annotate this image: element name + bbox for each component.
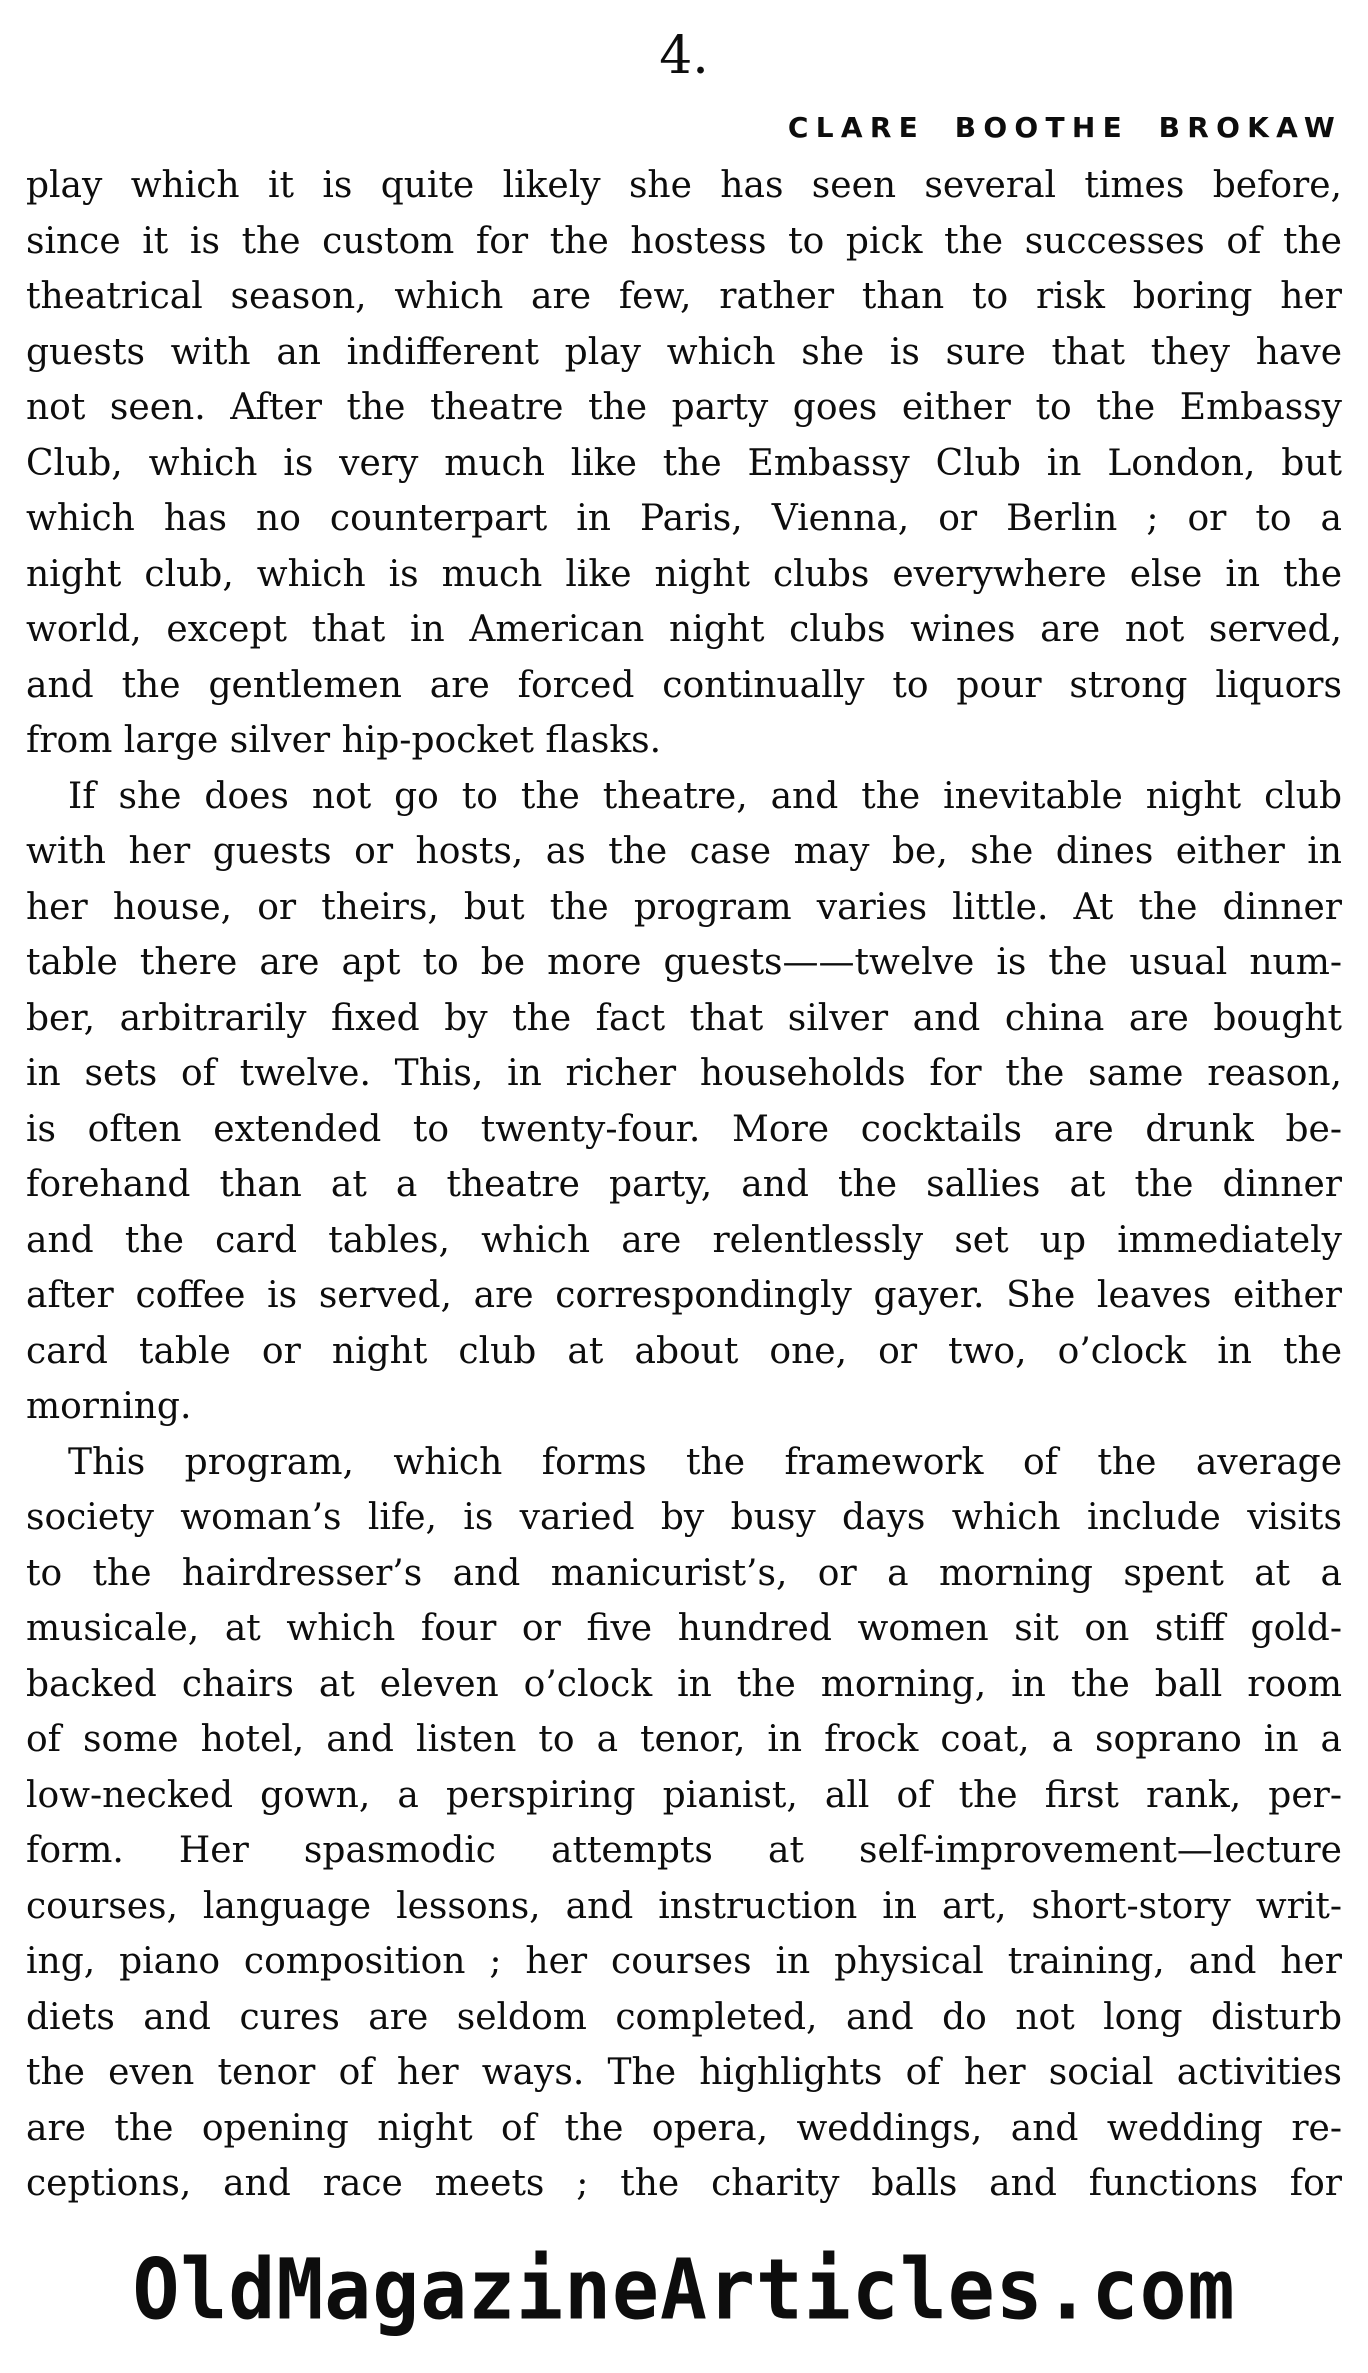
text-line: ber, arbitrarily fixed by the fact that silver and china are bought [26,997,1342,1039]
text-line: society woman’s life, is varied by busy days which include visits [26,1497,1342,1539]
text-line: morning. [26,1386,192,1428]
text-line: If she does not go to the theatre, and the inevitable night club [68,775,1342,817]
text-line: the even tenor of her ways. The highlights of her social activities [26,2052,1342,2094]
text-line: which has no counterpart in Paris, Vienna, or Berlin ; or to a [26,498,1342,540]
text-line: form. Her spasmodic attempts at self-improvement—lecture [26,1830,1342,1872]
text-line: her house, or theirs, but the program varies little. At the dinner [26,886,1342,928]
text-line: and the gentlemen are forced continually to pour strong liquors [26,664,1342,706]
text-line: courses, language lessons, and instruction in art, short-story writ- [26,1885,1342,1927]
text-line: musicale, at which four or five hundred women sit on stiff gold- [26,1608,1342,1650]
text-line: theatrical season, which are few, rather than to risk boring her [26,276,1342,318]
text-line: world, except that in American night clubs wines are not served, [26,609,1342,651]
page-number: 4. [659,26,709,86]
text-line: night club, which is much like night clubs everywhere else in the [26,553,1342,595]
text-line: ceptions, and race meets ; the charity balls and functions for [26,2163,1342,2205]
text-line: and the card tables, which are relentlessly set up immediately [26,1219,1342,1261]
text-line: not seen. After the theatre the party goes either to the Embassy [26,387,1342,429]
text-line: guests with an indifferent play which she is sure that they have [26,331,1342,373]
text-line: backed chairs at eleven o’clock in the morning, in the ball room [26,1663,1342,1705]
text-line: low-necked gown, a perspiring pianist, all of the first rank, per- [26,1774,1342,1816]
text-line: in sets of twelve. This, in richer households for the same reason, [26,1053,1342,1095]
text-line: are the opening night of the opera, weddings, and wedding re- [26,2107,1342,2149]
text-line: diets and cures are seldom completed, and do not long disturb [26,1996,1342,2038]
text-line: of some hotel, and listen to a tenor, in frock coat, a soprano in a [26,1719,1342,1761]
text-line: from large silver hip-pocket flasks. [26,720,662,762]
article-body [26,158,1342,2212]
text-line: since it is the custom for the hostess to pick the successes of the [26,220,1342,262]
text-line: card table or night club at about one, or two, o’clock in the [26,1330,1342,1372]
text-line: table there are apt to be more guests——twelve is the usual num- [26,942,1342,984]
text-line: to the hairdresser’s and manicurist’s, or a morning spent at a [26,1552,1342,1594]
text-line: with her guests or hosts, as the case may be, she dines either in [26,831,1342,873]
site-logo: OldMagazineArticles.com [132,2241,1236,2339]
text-line: is often extended to twenty-four. More cocktails are drunk be- [26,1108,1342,1150]
text-line: forehand than at a theatre party, and the sallies at the dinner [26,1164,1342,1206]
text-line: Club, which is very much like the Embassy Club in London, but [26,442,1342,484]
text-line: after coffee is served, are correspondingly gayer. She leaves either [26,1275,1342,1317]
text-line: This program, which forms the framework of the average [68,1441,1342,1483]
author-header: CLARE BOOTHE BROKAW [787,111,1342,145]
text-line: play which it is quite likely she has seen several times before, [26,165,1342,207]
text-line: ing, piano composition ; her courses in physical training, and her [26,1941,1342,1983]
